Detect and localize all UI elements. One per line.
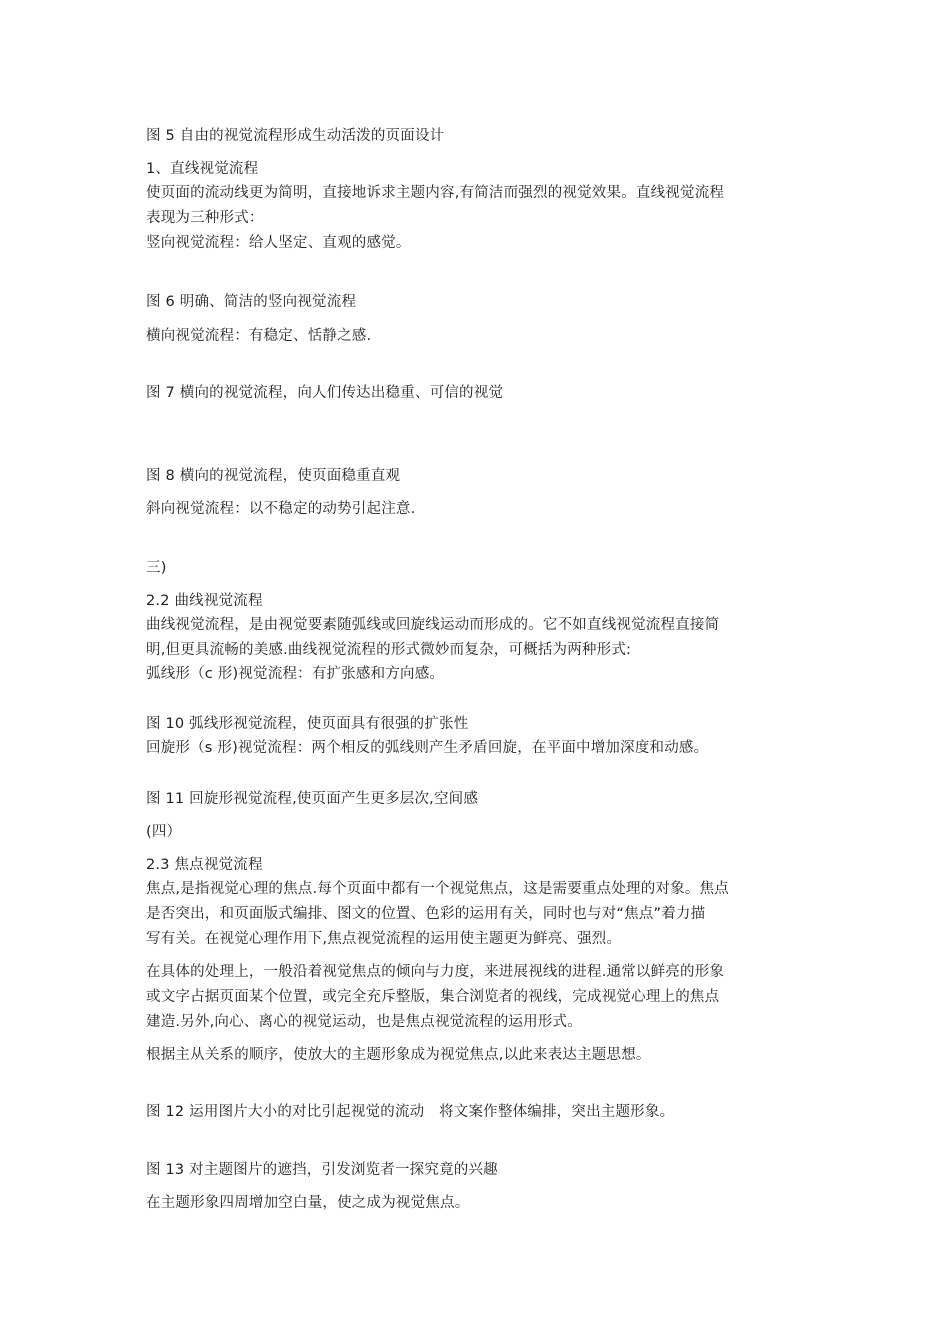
section-marker: (四）	[146, 824, 182, 840]
paragraph-line: 使页面的流动线更为简明，直接地诉求主题内容,有简洁而强烈的视觉效果。直线视觉流程	[146, 185, 725, 201]
paragraph-line: 写有关。在视觉心理作用下,焦点视觉流程的运用使主题更为鲜亮、强烈。	[146, 931, 622, 947]
caption-fig-5: 图 5 自由的视觉流程形成生动活泼的页面设计	[146, 128, 445, 144]
section-heading-focus-flow: 2.3 焦点视觉流程	[146, 857, 263, 873]
paragraph-line: 竖向视觉流程：给人坚定、直观的感觉。	[146, 235, 411, 251]
paragraph-line: 焦点,是指视觉心理的焦点.每个页面中都有一个视觉焦点，这是需要重点处理的对象。焦点	[146, 881, 729, 897]
paragraph-line: 或文字占据页面某个位置，或完全充斥整版，集合浏览者的视线，完成视觉心理上的焦点	[146, 989, 720, 1005]
caption-fig-6: 图 6 明确、简洁的竖向视觉流程	[146, 294, 357, 310]
paragraph-line: 是否突出，和页面版式编排、图文的位置、色彩的运用有关，同时也与对“焦点”着力描	[146, 906, 706, 922]
paragraph-line: 表现为三种形式：	[146, 210, 264, 226]
caption-fig-8: 图 8 横向的视觉流程，使页面稳重直观	[146, 468, 401, 484]
paragraph-line: 明,但更具流畅的美感.曲线视觉流程的形式微妙而复杂，可概括为两种形式:	[146, 642, 632, 658]
paragraph-line: 曲线视觉流程，是由视觉要素随弧线或回旋线运动而形成的。它不如直线视觉流程直接简	[146, 617, 720, 633]
caption-fig-13: 图 13 对主题图片的遮挡，引发浏览者一探究竟的兴趣	[146, 1162, 498, 1178]
section-marker: 三)	[146, 560, 167, 576]
caption-fig-10: 图 10 弧线形视觉流程，使页面具有很强的扩张性	[146, 716, 469, 732]
caption-fig-11: 图 11 回旋形视觉流程,使页面产生更多层次,空间感	[146, 791, 479, 807]
paragraph-line: 斜向视觉流程：以不稳定的动势引起注意.	[146, 501, 416, 517]
paragraph-line: 建造.另外,向心、离心的视觉运动，也是焦点视觉流程的运用形式。	[146, 1014, 582, 1030]
paragraph-line: 弧线形（c 形)视觉流程：有扩张感和方向感。	[146, 666, 445, 682]
paragraph-line: 回旋形（s 形)视觉流程：两个相反的弧线则产生矛盾回旋，在平面中增加深度和动感。	[146, 740, 709, 756]
caption-fig-12: 图 12 运用图片大小的对比引起视觉的流动 将文案作整体编排，突出主题形象。	[146, 1104, 675, 1120]
paragraph-line: 横向视觉流程：有稳定、恬静之感.	[146, 328, 372, 344]
caption-fig-7: 图 7 横向的视觉流程，向人们传达出稳重、可信的视觉	[146, 385, 504, 401]
paragraph-line: 根据主从关系的顺序，使放大的主题形象成为视觉焦点,以此来表达主题思想。	[146, 1047, 651, 1063]
paragraph-line: 在主题形象四周增加空白量，使之成为视觉焦点。	[146, 1195, 470, 1211]
section-heading-curve-flow: 2.2 曲线视觉流程	[146, 593, 263, 609]
section-heading-straight-flow: 1、直线视觉流程	[146, 161, 259, 177]
paragraph-line: 在具体的处理上，一般沿着视觉焦点的倾向与力度，来进展视线的进程.通常以鲜亮的形象	[146, 964, 725, 980]
